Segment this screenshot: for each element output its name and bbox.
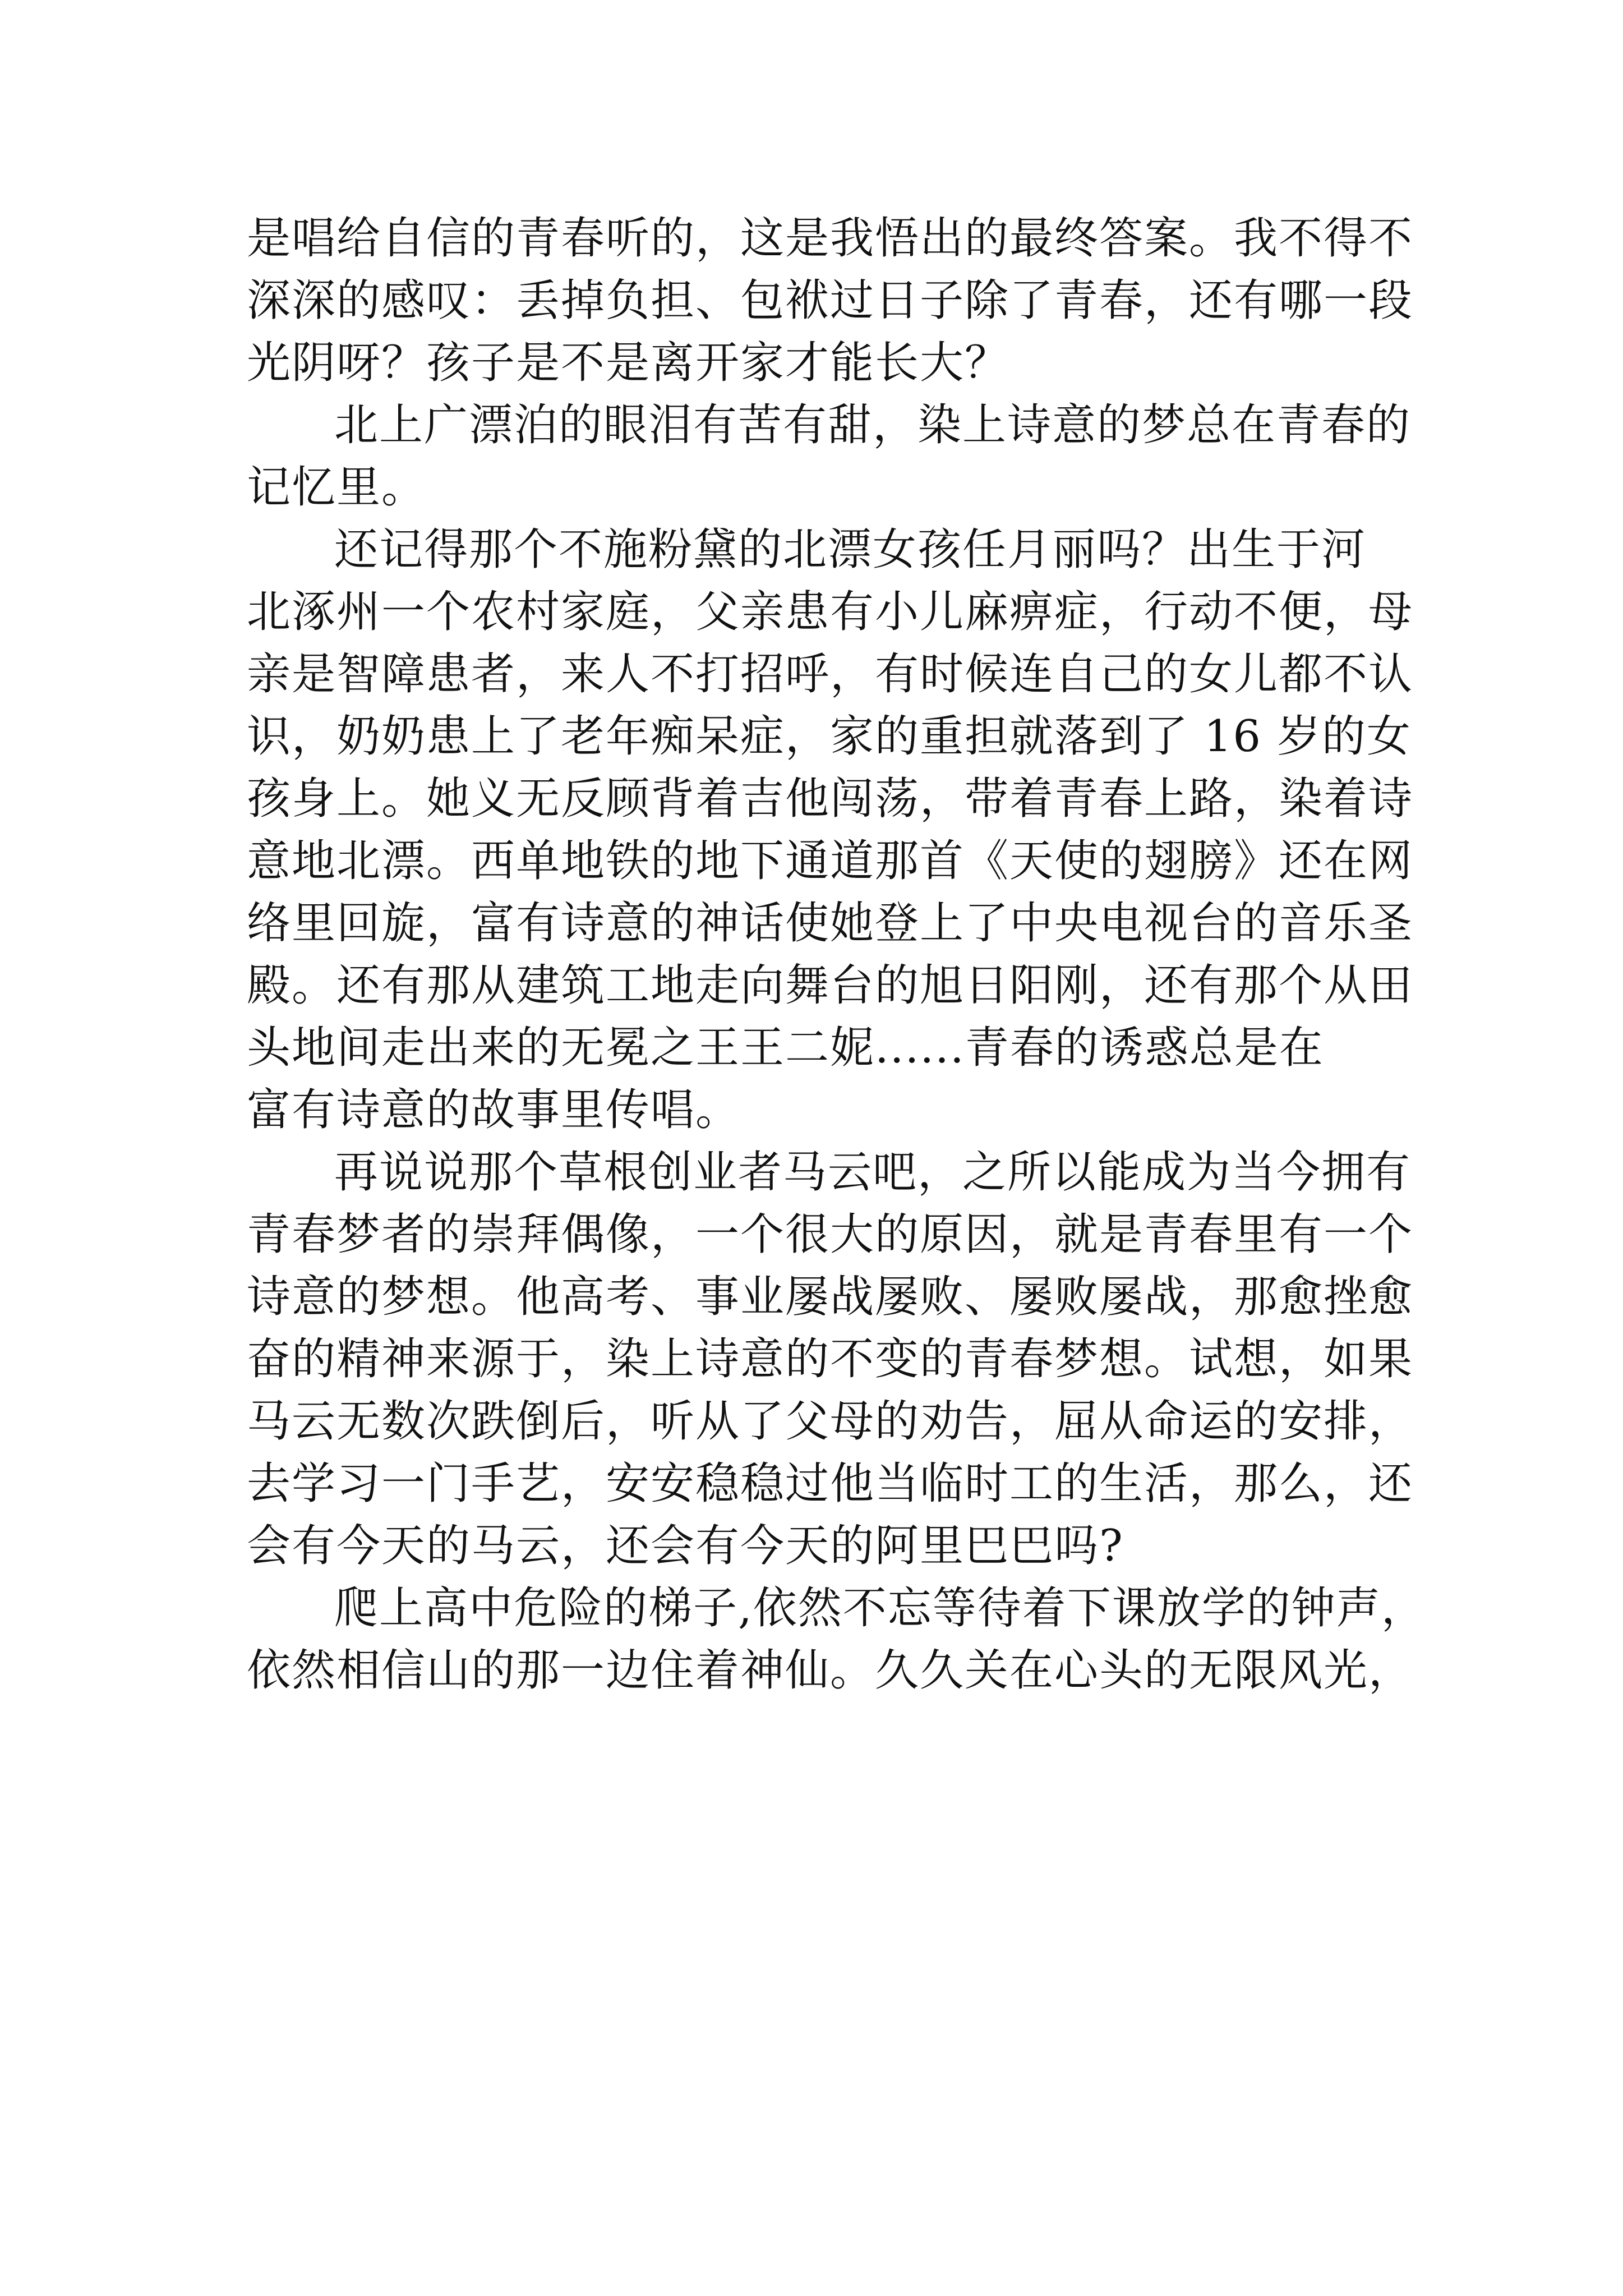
text-line: 头地间走出来的无冕之王王二妮......青春的诱惑总是在 (247, 1023, 1324, 1073)
text-line: 孩身上。她义无反顾背着吉他闯荡，带着青春上路，染着诗 (247, 774, 1414, 824)
text-line: 青春梦者的崇拜偶像，一个很大的原因，就是青春里有一个 (247, 1209, 1414, 1260)
paragraph (247, 208, 1414, 394)
text-line: 亲是智障患者，来人不打招呼，有时候连自己的女儿都不认 (247, 649, 1414, 700)
text-line: 识，奶奶患上了老年痴呆症，家的重担就落到了 16 岁的女 (247, 711, 1412, 762)
text-line: 北涿州一个农村家庭，父亲患有小儿麻痹症，行动不便，母 (247, 587, 1414, 637)
text-line: 富有诗意的故事里传唱。 (247, 1085, 741, 1135)
text-line: 殿。还有那从建筑工地走向舞台的旭日阳刚，还有那个从田 (247, 960, 1414, 1011)
text-line: 会有今天的马云，还会有今天的阿里巴巴吗? (247, 1521, 1124, 1571)
text-line: 光阴呀？孩子是不是离开家才能长大？ (247, 338, 1010, 388)
text-line: 是唱给自信的青春听的，这是我悟出的最终答案。我不得不 (247, 213, 1414, 264)
body-text (247, 208, 1426, 1702)
paragraph (247, 394, 1412, 519)
text-line: 络里回旋，富有诗意的神话使她登上了中央电视台的音乐圣 (247, 898, 1414, 949)
text-line: 奋的精神来源于，染上诗意的不变的青春梦想。试想，如果 (247, 1334, 1414, 1384)
text-line: 依然相信山的那一边住着神仙。久久关在心头的无限风光， (247, 1645, 1414, 1696)
text-line: 爬上高中危险的梯子,依然不忘等待着下课放学的钟声， (334, 1583, 1426, 1634)
text-line: 北上广漂泊的眼泪有苦有甜，染上诗意的梦总在青春的 (334, 400, 1412, 450)
paragraph (247, 1142, 1414, 1577)
text-line: 马云无数次跌倒后，听从了父母的劝告，屈从命运的安排， (247, 1396, 1414, 1447)
text-line: 诗意的梦想。他高考、事业屡战屡败、屡败屡战，那愈挫愈 (247, 1272, 1414, 1322)
paragraph (247, 519, 1414, 1142)
paragraph (247, 1577, 1426, 1702)
text-line: 意地北漂。西单地铁的地下通道那首《天使的翅膀》还在网 (247, 836, 1414, 886)
text-line: 记忆里。 (247, 462, 427, 513)
text-line: 去学习一门手艺，安安稳稳过他当临时工的生活，那么，还 (247, 1458, 1414, 1509)
text-line: 还记得那个不施粉黛的北漂女孩任月丽吗？出生于河 (334, 524, 1367, 575)
text-line: 深深的感叹：丢掉负担、包袱过日子除了青春，还有哪一段 (247, 275, 1414, 326)
text-line: 再说说那个草根创业者马云吧，之所以能成为当今拥有 (334, 1147, 1412, 1198)
